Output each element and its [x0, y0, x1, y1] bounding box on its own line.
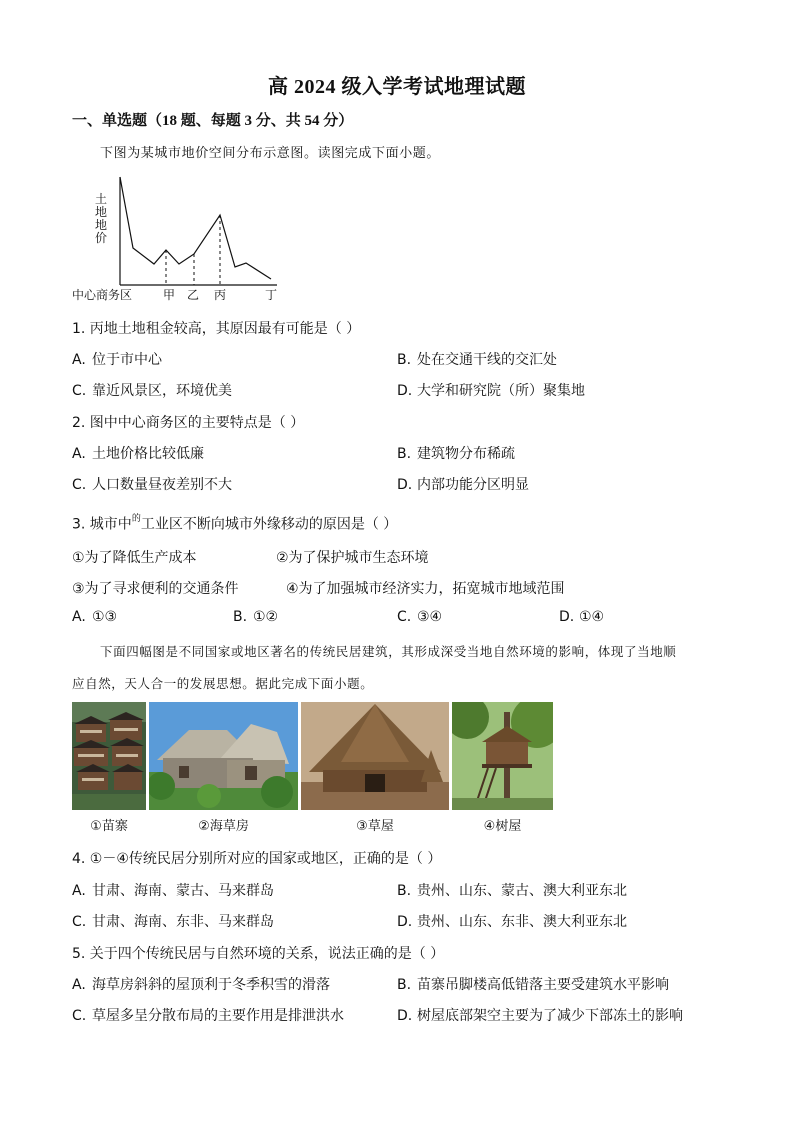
q2-option-c[interactable]: C. 人口数量昼夜差别不大 [72, 477, 232, 493]
q4-option-a[interactable]: A. 甘肃、海南、蒙古、马来群岛 [72, 883, 274, 899]
photo-seaweed-house [149, 702, 298, 810]
photo-tree-house [452, 702, 553, 810]
caption-tree-house: ④树屋 [483, 819, 522, 834]
x-label-bing: 丙 [214, 288, 227, 302]
q4-option-d[interactable]: D. 贵州、山东、东非、澳大利亚东北 [397, 914, 627, 930]
x-label-ding: 丁 [265, 288, 278, 302]
q3-item-1: ①为了降低生产成本 [72, 550, 197, 566]
question-4-stem: 4. ①－④传统民居分别所对应的国家或地区，正确的是（ ） [72, 851, 442, 867]
x-label-jia: 甲 [163, 288, 176, 302]
question-5-stem: 5. 关于四个传统民居与自然环境的关系，说法正确的是（ ） [72, 946, 445, 962]
q5-option-b[interactable]: B. 苗寨吊脚楼高低错落主要受建筑水平影响 [397, 977, 669, 993]
land-price-line [120, 177, 271, 279]
q4-option-b[interactable]: B. 贵州、山东、蒙古、澳大利亚东北 [397, 883, 627, 899]
photo-grass-hut [301, 702, 449, 810]
q5-option-d[interactable]: D. 树屋底部架空主要为了减少下部冻土的影响 [397, 1008, 683, 1024]
q1-option-d[interactable]: D. 大学和研究院（所）聚集地 [397, 383, 585, 399]
q2-option-d[interactable]: D. 内部功能分区明显 [397, 477, 529, 493]
land-price-chart [72, 172, 282, 302]
y-axis-label-3: 地 [94, 218, 108, 232]
q3-item-2: ②为了保护城市生态环境 [276, 550, 429, 566]
x-label-cbd: 中心商务区 [72, 288, 133, 302]
caption-seaweed-house: ②海草房 [198, 819, 249, 834]
section-heading: 一、单选题（18 题、每题 3 分、共 54 分） [72, 113, 354, 129]
q2-option-a[interactable]: A. 土地价格比较低廉 [72, 446, 204, 462]
q1-option-b[interactable]: B. 处在交通干线的交汇处 [397, 352, 557, 368]
question-2-stem: 2. 图中中心商务区的主要特点是（ ） [72, 415, 305, 431]
y-axis-label-4: 价 [94, 231, 108, 245]
q3-option-b[interactable]: B. ①② [233, 609, 279, 625]
q3-option-c[interactable]: C. ③④ [397, 609, 443, 625]
y-axis-label-1: 土 [94, 192, 108, 206]
q4-option-c[interactable]: C. 甘肃、海南、东非、马来群岛 [72, 914, 274, 930]
q3-item-4: ④为了加强城市经济实力，拓宽城市地域范围 [286, 581, 565, 597]
q1-option-c[interactable]: C. 靠近风景区，环境优美 [72, 383, 232, 399]
page-title: 高 2024 级入学考试地理试题 [268, 76, 526, 98]
caption-miao-village: ①苗寨 [90, 819, 128, 834]
intro-text-1: 下图为某城市地价空间分布示意图。读图完成下面小题。 [100, 146, 441, 161]
intro-text-2-line2: 应自然，天人合一的发展思想。据此完成下面小题。 [72, 676, 374, 691]
q2-option-b[interactable]: B. 建筑物分布稀疏 [397, 446, 515, 462]
q5-option-a[interactable]: A. 海草房斜斜的屋顶利于冬季积雪的滑落 [72, 977, 330, 993]
q3-option-a[interactable]: A. ①③ [72, 609, 118, 625]
q1-option-a[interactable]: A. 位于市中心 [72, 352, 162, 368]
question-1-stem: 1. 丙地土地租金较高，其原因最有可能是（ ） [72, 321, 361, 337]
question-3-stem: 3. 城市中$^的$工业区不断向城市外缘移动的原因是（ ） [72, 514, 398, 533]
x-label-yi: 乙 [187, 288, 200, 302]
y-axis-label-2: 地 [94, 205, 108, 219]
photo-miao-village [72, 702, 146, 810]
intro-text-2-line1: 下面四幅图是不同国家或地区著名的传统民居建筑，其形成深受当地自然环境的影响，体现了当地顺 [100, 644, 677, 659]
q3-option-d[interactable]: D. ①④ [559, 609, 605, 625]
q5-option-c[interactable]: C. 草屋多呈分散布局的主要作用是排泄洪水 [72, 1008, 344, 1024]
caption-grass-hut: ③草屋 [356, 819, 394, 834]
q3-item-3: ③为了寻求便利的交通条件 [72, 581, 239, 597]
